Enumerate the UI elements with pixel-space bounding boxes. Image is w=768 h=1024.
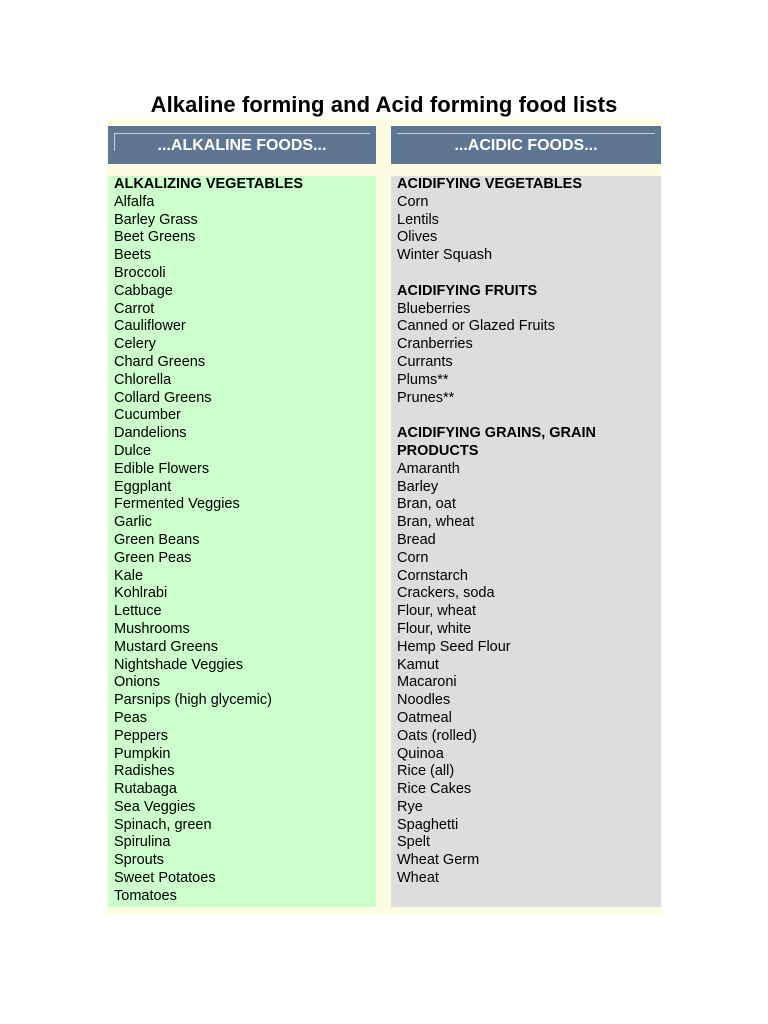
food-table — [107, 119, 662, 915]
list-item: Celery — [114, 336, 156, 353]
list-item: Hemp Seed Flour — [397, 638, 511, 655]
list-item: Lentils — [397, 211, 439, 228]
list-item: Corn — [397, 193, 429, 210]
list-item: Cornstarch — [397, 567, 468, 584]
list-item: Carrot — [114, 300, 155, 317]
acidic-header — [391, 126, 661, 164]
list-item: Sweet Potatoes — [114, 870, 216, 887]
section-gap — [397, 265, 655, 283]
list-item: Alfalfa — [114, 193, 155, 210]
list-item: Tomatoes — [114, 887, 177, 904]
list-item: Radishes — [114, 763, 175, 780]
list-item: Spelt — [397, 834, 431, 851]
list-item: Dandelions — [114, 425, 187, 442]
header-rule — [114, 133, 370, 134]
alkaline-header-label: ...ALKALINE FOODS... — [157, 137, 327, 154]
list-item: Barley Grass — [114, 211, 198, 228]
header-rule — [397, 133, 655, 134]
list-item: Spirulina — [114, 834, 171, 851]
list-item: Spinach, green — [114, 816, 212, 833]
list-item: Corn — [397, 549, 429, 566]
list-item: Broccoli — [114, 264, 166, 281]
list-item: Nightshade Veggies — [114, 656, 243, 673]
list-item: Chlorella — [114, 371, 172, 388]
list-item: Sea Veggies — [114, 798, 196, 815]
list-item: Green Peas — [114, 549, 192, 566]
list-item: Bran, oat — [397, 496, 456, 513]
list-item: Dulce — [114, 442, 152, 459]
acidic-section-title-cont: PRODUCTS — [397, 442, 479, 459]
list-item: Beet Greens — [114, 229, 196, 246]
list-item: Kohlrabi — [114, 585, 168, 602]
list-item: Lettuce — [114, 603, 162, 620]
list-item: Flour, white — [397, 620, 472, 637]
list-item: Barley — [397, 478, 439, 495]
list-item: Cranberries — [397, 336, 473, 353]
list-item: Winter Squash — [397, 247, 493, 264]
acidic-section-title: ACIDIFYING VEGETABLES — [397, 176, 583, 192]
alkaline-column — [108, 176, 376, 907]
acidic-grains-list — [397, 461, 655, 888]
section-gap — [397, 407, 655, 425]
list-item: Oats (rolled) — [397, 727, 477, 744]
list-item: Oatmeal — [397, 709, 452, 726]
list-item: Green Beans — [114, 531, 200, 548]
list-item: Mushrooms — [114, 620, 190, 637]
list-item: Olives — [397, 229, 438, 246]
list-item: Fermented Veggies — [114, 496, 240, 513]
list-item: Rice Cakes — [397, 781, 472, 798]
list-item: Mustard Greens — [114, 638, 218, 655]
header-rule-left — [114, 133, 115, 151]
list-item: Peppers — [114, 727, 169, 744]
list-item: Bread — [397, 531, 436, 548]
acidic-section-title: ACIDIFYING GRAINS, GRAIN — [397, 425, 596, 442]
acidic-fruits-list — [397, 301, 655, 408]
list-item: Bran, wheat — [397, 514, 475, 531]
list-item: Peas — [114, 709, 148, 726]
page-title: Alkaline forming and Acid forming food lists — [150, 92, 618, 117]
list-item: Macaroni — [397, 674, 457, 691]
list-item: Blueberries — [397, 300, 471, 317]
acidic-vegetables-list — [397, 194, 655, 265]
list-item: Cauliflower — [114, 318, 186, 335]
list-item: Sprouts — [114, 852, 164, 869]
list-item: Amaranth — [397, 460, 460, 477]
list-item: Crackers, soda — [397, 585, 495, 602]
list-item: Quinoa — [397, 745, 444, 762]
list-item: Flour, wheat — [397, 603, 476, 620]
list-item: Collard Greens — [114, 389, 212, 406]
list-item: Rutabaga — [114, 781, 177, 798]
list-item: Pumpkin — [114, 745, 171, 762]
acidic-header-label: ...ACIDIC FOODS... — [454, 137, 598, 154]
list-item: Cabbage — [114, 282, 173, 299]
list-item: Rye — [397, 798, 423, 815]
list-item: Cucumber — [114, 407, 181, 424]
list-item: Wheat — [397, 870, 439, 887]
list-item: Garlic — [114, 514, 152, 531]
list-item: Rice (all) — [397, 763, 455, 780]
list-item: Onions — [114, 674, 160, 691]
list-item: Noodles — [397, 692, 451, 709]
list-item: Canned or Glazed Fruits — [397, 318, 555, 335]
acidic-column — [391, 176, 661, 907]
list-item: Plums** — [397, 371, 449, 388]
list-item: Wheat Germ — [397, 852, 480, 869]
list-item: Edible Flowers — [114, 460, 210, 477]
list-item: Kale — [114, 567, 144, 584]
alkaline-list — [114, 194, 370, 906]
alkaline-section-title: ALKALIZING VEGETABLES — [114, 176, 304, 192]
list-item: Kamut — [397, 656, 439, 673]
list-item: Parsnips (high glycemic) — [114, 692, 272, 709]
acidic-section-title: ACIDIFYING FRUITS — [397, 282, 538, 299]
list-item: Spaghetti — [397, 816, 459, 833]
alkaline-header — [108, 126, 376, 164]
list-item: Currants — [397, 353, 453, 370]
list-item: Chard Greens — [114, 353, 206, 370]
list-item: Beets — [114, 247, 152, 264]
list-item: Prunes** — [397, 389, 455, 406]
list-item: Eggplant — [114, 478, 172, 495]
